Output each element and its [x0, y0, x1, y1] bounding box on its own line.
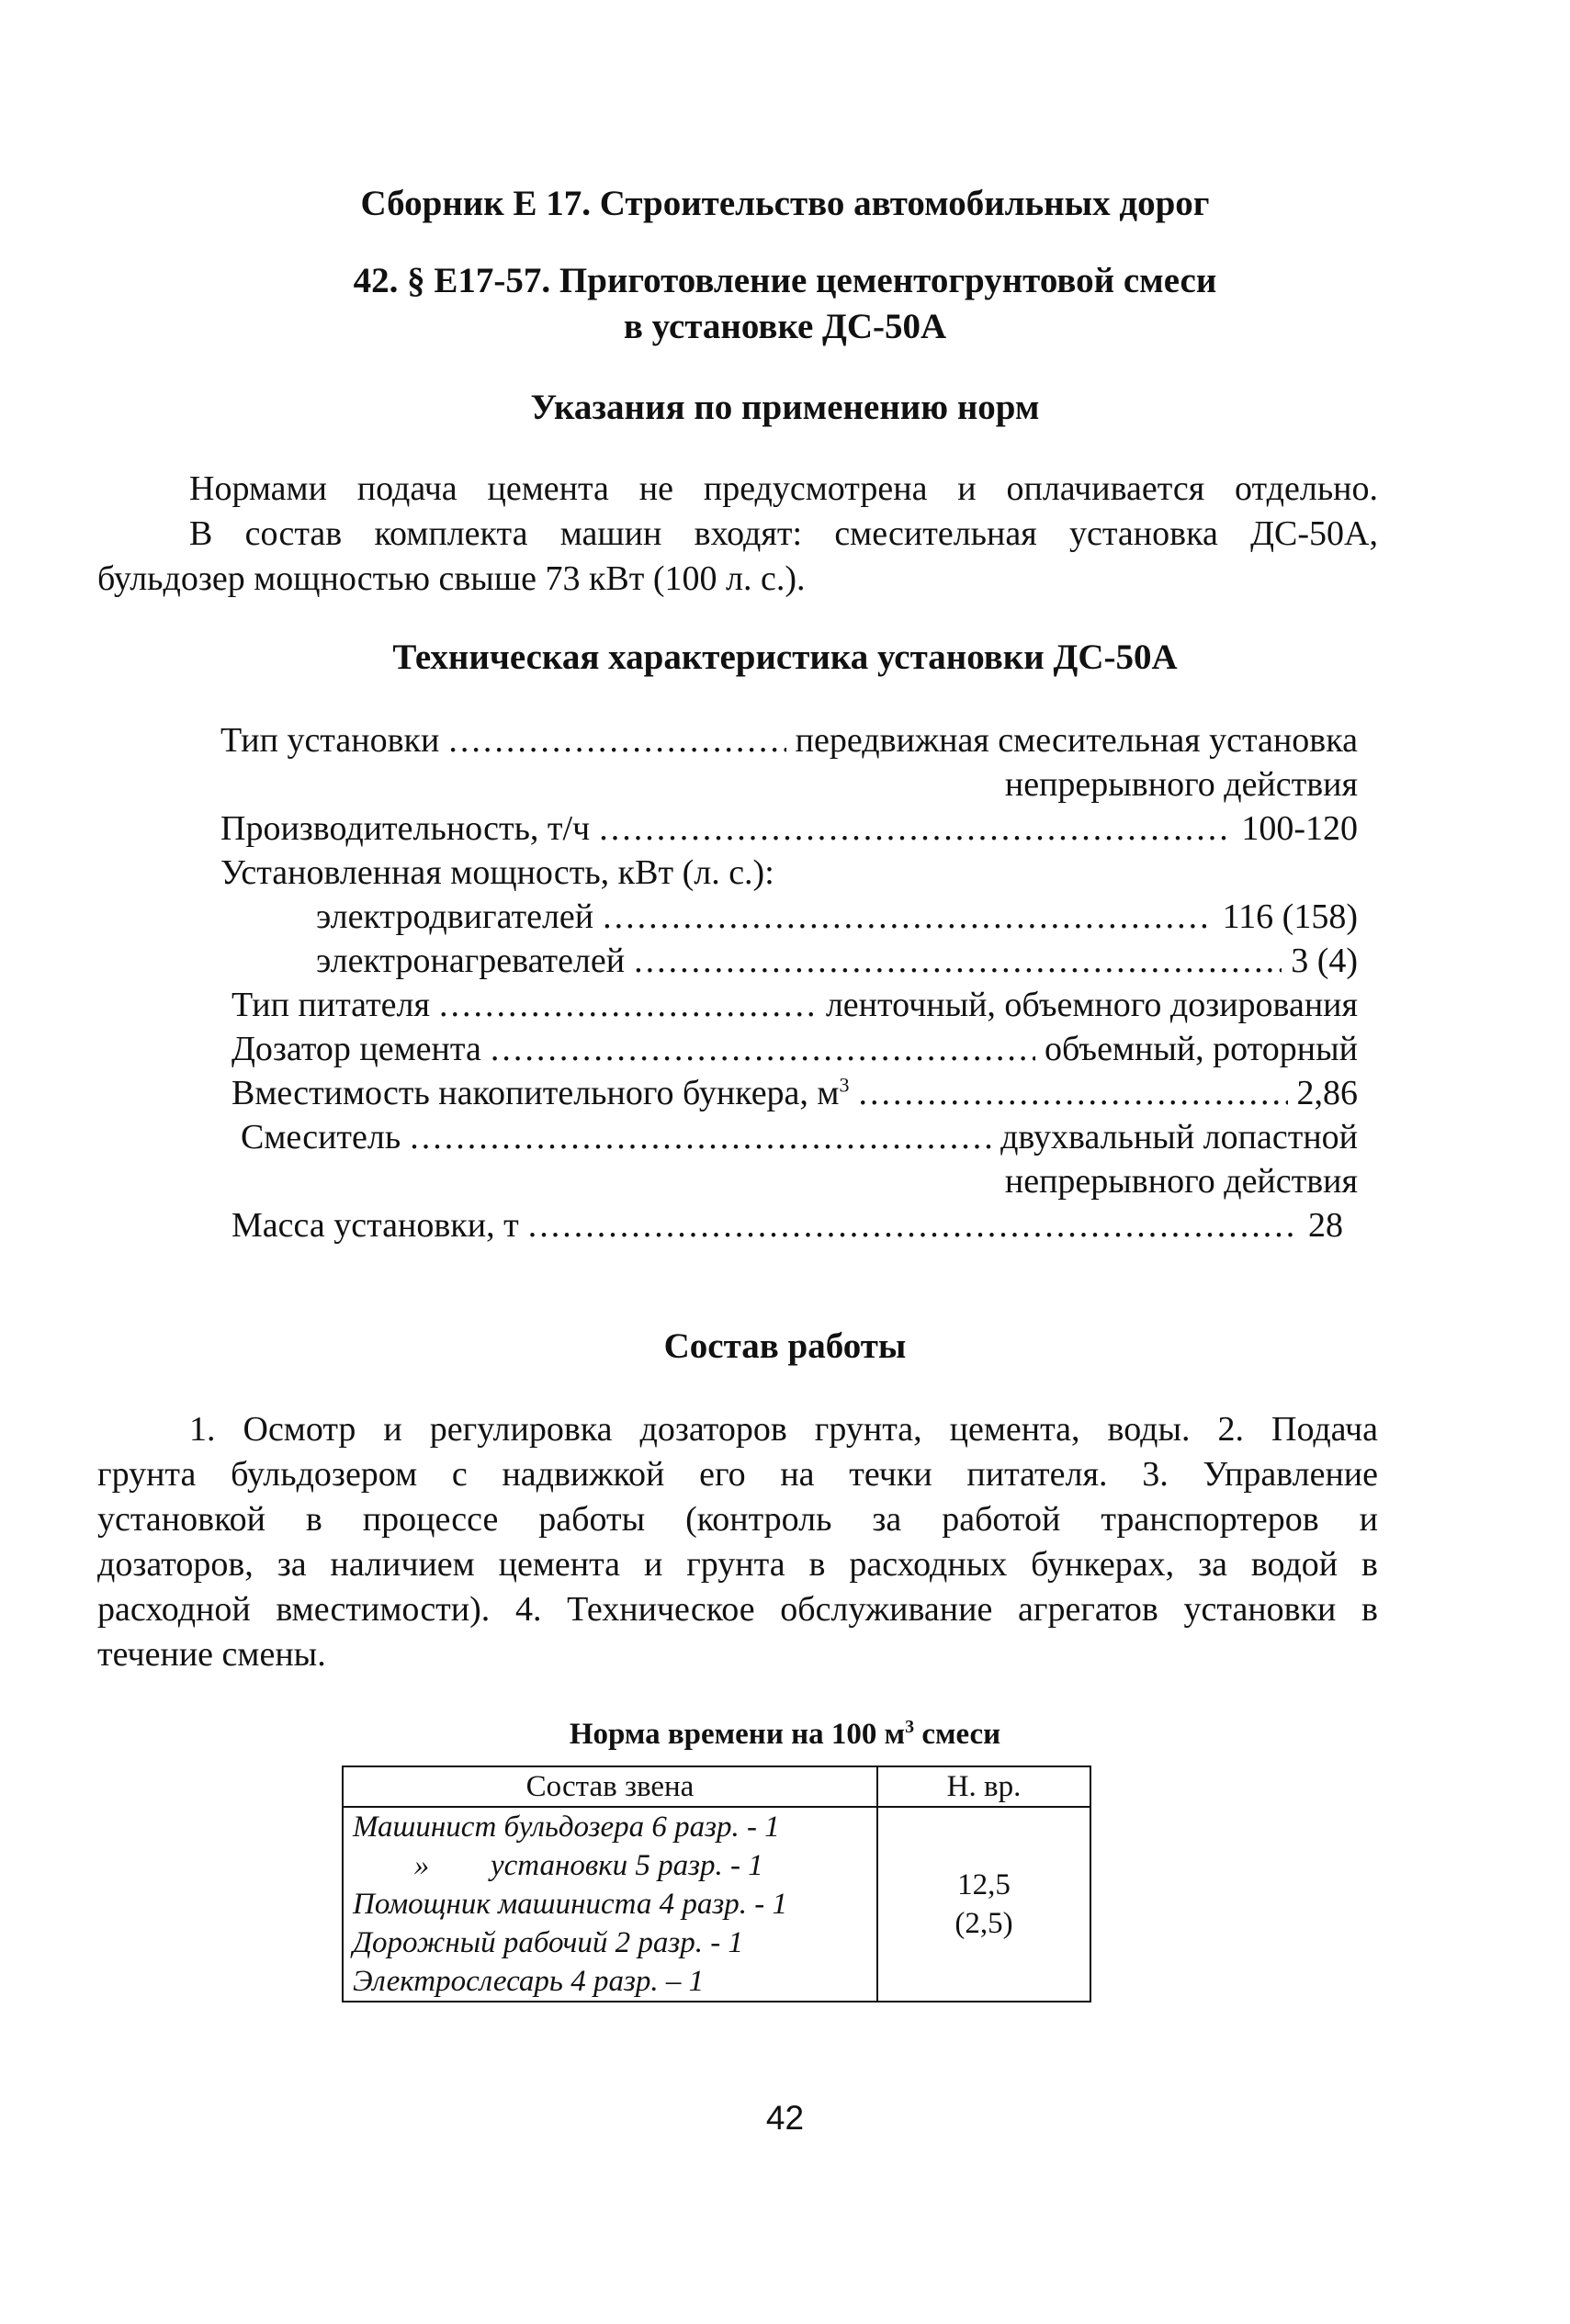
instructions-text [97, 467, 1378, 602]
table-row [343, 1807, 1090, 2002]
spec-power [220, 851, 1358, 895]
spec-label: электронагревателей [316, 942, 626, 980]
work-line: течение смены. [97, 1635, 326, 1674]
spec-value: двухвальный лопастной [1000, 1118, 1358, 1156]
col-header-crew: Состав звена [343, 1766, 877, 1807]
spec-value: ленточный, объемного дозирования [825, 986, 1358, 1024]
spec-label: Дозатор цемента [232, 1030, 481, 1068]
spec-label: Масса установки, т [232, 1206, 519, 1245]
ditto-mark: » [413, 1849, 430, 1882]
spec-label: Тип питателя [232, 986, 430, 1024]
instructions-line: Нормами подача цемента не предусмотрена и оплачивается отдельно. [189, 469, 1378, 508]
crew-member: Электрослесарь 4 разр. – 1 [353, 1965, 705, 1998]
norm-table-title-tail: смеси [914, 1718, 1001, 1751]
norm-table [342, 1766, 1091, 2002]
spec-mass [232, 1203, 1343, 1247]
work-line: установкой в процессе работы (контроль за работой транспортеров и [97, 1500, 1378, 1539]
crew-member: Машинист бульдозера 6 разр. - 1 [353, 1811, 780, 1844]
spec-motors [316, 895, 1358, 939]
spec-heaters [316, 939, 1358, 983]
leader-dots [603, 895, 1213, 939]
unit-superscript: 3 [905, 1717, 915, 1737]
spec-mixer [241, 1115, 1358, 1159]
work-text [97, 1407, 1378, 1677]
norm-table-title [0, 1714, 1570, 1754]
instructions-heading: Указания по применению норм [530, 388, 1040, 427]
leader-dots [858, 1071, 1287, 1115]
leader-dots [410, 1115, 991, 1159]
leader-dots [634, 939, 1282, 983]
section-title-line1: 42. § Е17-57. Приготовление цементогрунтовой смеси [353, 261, 1217, 300]
spec-value: 2,86 [1296, 1074, 1358, 1112]
table-header-row [343, 1766, 1090, 1807]
crew-member [353, 1846, 867, 1885]
spec-productivity [220, 807, 1358, 851]
crew-member: Помощник машиниста 4 разр. - 1 [353, 1888, 787, 1921]
crew-cell [343, 1807, 877, 2002]
spec-value: 28 [1308, 1206, 1343, 1245]
specs-heading: Техническая характеристика установки ДС-50А [392, 637, 1178, 677]
work-line: расходной вместимости). 4. Техническое обслуживание агрегатов установки в [97, 1590, 1378, 1629]
spec-label [232, 1071, 849, 1115]
time-value: 12,5 [957, 1868, 1011, 1901]
leader-dots [448, 718, 785, 762]
spec-type [220, 718, 1358, 762]
collection-title: Сборник Е 17. Строительство автомобильных дорог [360, 184, 1210, 223]
work-heading: Состав работы [663, 1326, 907, 1366]
spec-mixer-cont: непрерывного действия [1004, 1162, 1358, 1201]
time-cell [877, 1807, 1090, 2002]
unit-superscript: 3 [839, 1073, 850, 1097]
crew-member: Дорожный рабочий 2 разр. - 1 [353, 1926, 744, 1959]
instructions-line: бульдозер мощностью свыше 73 кВт (100 л. с.). [97, 559, 806, 598]
section-title-line2: в установке ДС-50А [623, 307, 947, 346]
crew-member-text: установки 5 разр. - 1 [491, 1849, 763, 1882]
page-number: 42 [765, 2099, 805, 2137]
work-line: 1. Осмотр и регулировка дозаторов грунта, цемента, воды. 2. Подача [189, 1410, 1378, 1449]
spec-label: Установленная мощность, кВт (л. с.): [220, 853, 774, 892]
spec-value: передвижная смесительная установка [795, 721, 1358, 760]
spec-label-text: Вместимость накопительного бункера, м [232, 1074, 840, 1112]
spec-type-cont: непрерывного действия [1004, 765, 1358, 804]
spec-label: Производительность, т/ч [220, 809, 591, 848]
time-value-alt: (2,5) [954, 1907, 1013, 1940]
instructions-line: В состав комплекта машин входят: смесительная установка ДС-50А, [189, 514, 1378, 553]
spec-value: 100-120 [1241, 809, 1358, 848]
norm-table-title-text: Норма времени на 100 м [569, 1718, 906, 1751]
leader-dots [528, 1203, 1299, 1247]
work-line: дозаторов, за наличием цемента и грунта в расходных бункерах, за водой в [97, 1545, 1378, 1584]
spec-feeder [232, 983, 1358, 1027]
spec-label: Тип установки [220, 721, 440, 760]
spec-value: объемный, роторный [1045, 1030, 1358, 1068]
work-line: грунта бульдозером с надвижкой его на течки питателя. 3. Управление [97, 1455, 1378, 1494]
spec-dispenser [232, 1027, 1358, 1071]
leader-dots [491, 1027, 1035, 1071]
col-header-time: Н. вр. [877, 1766, 1090, 1807]
spec-label: электродвигателей [316, 897, 594, 936]
spec-bunker [232, 1071, 1358, 1115]
spec-value: 116 (158) [1222, 897, 1358, 936]
leader-dots [599, 807, 1232, 851]
spec-value: 3 (4) [1291, 942, 1358, 980]
spec-label: Смеситель [241, 1118, 401, 1156]
leader-dots [439, 983, 817, 1027]
